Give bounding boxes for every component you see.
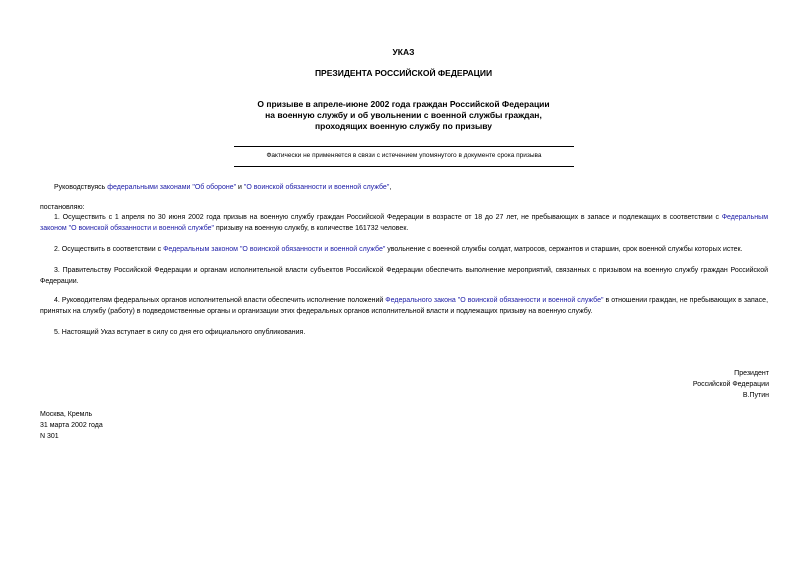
status-note: Фактически не применяется в связи с истечением упомянутого в документе срока призыва [266,152,542,159]
top-divider [234,146,574,147]
subject-line-1: О призыве в апреле-июне 2002 года граждан Российской Федерации [257,99,550,109]
link-paragraph-1-law[interactable]: Федеральным законом "О воинской обязанности и военной службе" [40,214,768,232]
paragraph-5: 5. Настоящий Указ вступает в силу со дня его официального опубликования. [54,329,306,336]
date: 31 марта 2002 года [40,422,103,429]
paragraph-2 [40,245,768,256]
signature-title: Президент [734,370,769,377]
place: Москва, Кремль [40,411,93,418]
preamble-mid: и [236,184,244,191]
signature-country: Российской Федерации [692,381,769,388]
paragraph-3: 3. Правительству Российской Федерации и органам исполнительной власти субъектов Российской Федерации обеспечить выполнение мероприятий, связанных с призывом на военную службу граждан Российской Федерации. [40,267,768,285]
document-number: N 301 [40,433,59,440]
subject-line-3: проходящих военную службу по призыву [315,121,492,131]
paragraph-2-suffix: увольнение с военной службы солдат, матросов, сержантов и старшин, срок военной службы которых истек. [385,246,743,253]
signature-name: В.Путин [742,392,769,399]
preamble-prefix: Руководствуясь [54,184,108,191]
paragraph-4 [40,296,768,317]
subject-line-2: на военную службу и об увольнении с военной службы граждан, [265,110,542,120]
link-military-duty-law[interactable]: "О воинской обязанности и военной службе" [243,184,390,191]
bottom-divider [234,166,574,167]
paragraph-1-prefix: 1. Осуществить с 1 апреля по 30 июня 2002 года призыв на военную службу граждан Российской Федерации в возрасте от 18 до 27 лет, не пребывающих в запасе и подлежащих в соответствии с [54,214,722,221]
paragraph-2-prefix: 2. Осуществить в соответствии с [54,246,164,253]
link-defense-law[interactable]: федеральными законами "Об обороне" [107,184,237,191]
paragraph-4-prefix: 4. Руководителям федеральных органов исполнительной власти обеспечить исполнение положений [54,297,386,304]
document-type-title: УКАЗ [392,47,415,57]
link-paragraph-4-law[interactable]: Федерального закона "О воинской обязанности и военной службе" [385,297,604,304]
decree-word: постановляю: [40,204,85,211]
link-paragraph-2-law[interactable]: Федеральным законом "О воинской обязанности и военной службе" [163,246,386,253]
issuer-title: ПРЕЗИДЕНТА РОССИЙСКОЙ ФЕДЕРАЦИИ [314,68,493,78]
preamble-suffix: , [389,184,392,191]
paragraph-1-suffix: призыву на военную службу, в количестве 161732 человек. [214,224,409,232]
preamble [40,183,768,194]
paragraph-4-suffix: в отношении граждан, не пребывающих в запасе, принятых на службу (работу) в подведомственные органы и организации этих федеральных органов исполнительной власти и подлежащих призыву на военную службу. [40,297,769,315]
paragraph-1 [40,213,768,234]
